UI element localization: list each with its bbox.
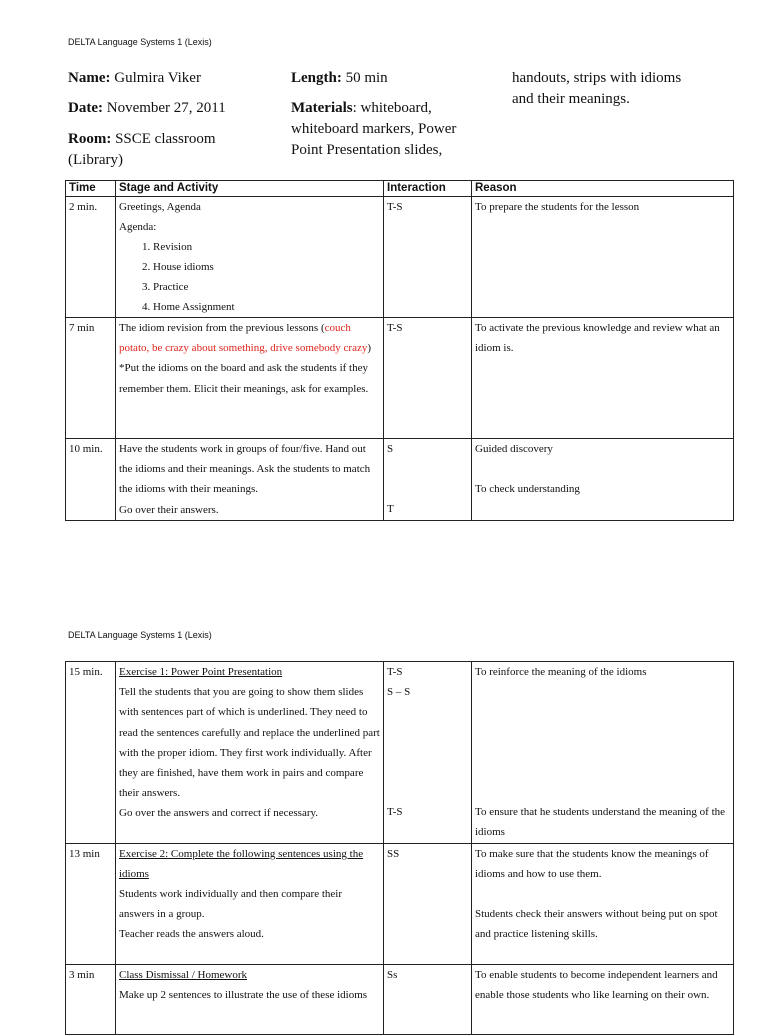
header-reason: Reason [472, 181, 734, 197]
table-row [66, 197, 734, 318]
exercise-title: Exercise 1: Power Point Presentation [119, 666, 283, 678]
activity-text: Make up 2 sentences to illustrate the use of these idioms [119, 988, 368, 1001]
activity-text: Have the students work in groups of four/five. Hand out the idioms and their meanings. Ask the students to match the idioms with their meanings. [119, 443, 371, 496]
activity-text-2: Go over their answers. [119, 503, 219, 516]
lesson-plan-table-2 [65, 661, 734, 1035]
row-time: 2 min. [66, 197, 116, 318]
activity-line: Greetings, Agenda [119, 201, 201, 213]
date-value: November 27, 2011 [102, 100, 226, 116]
activity-instructions: *Put the idioms on the board and ask the students if they remember them. Elicit their meanings, ask for examples. [119, 362, 369, 395]
row-reason: To enable students to become independent learners and enable those students who like learning on their own. [472, 964, 734, 1034]
materials-line-4: handouts, strips with idioms [512, 70, 682, 86]
reason-1: To make sure that the students know the meanings of idioms and how to use them. [475, 847, 709, 880]
row-reason [472, 662, 734, 844]
row-time: 10 min. [66, 439, 116, 521]
list-item: 3. Practice [153, 277, 380, 297]
row-time: 13 min [66, 843, 116, 964]
activity-text: Tell the students that you are going to show them slides with sentences part of which is underlined. They need to read the sentences carefully and replace the underlined part with the proper idiom. They first work individually. After they are finished, have them work in pairs and compare their answers. [119, 686, 380, 800]
interaction-1: T-S [387, 666, 403, 678]
date-line [68, 98, 226, 119]
reason-1: To reinforce the meaning of the idioms [475, 666, 647, 678]
length-value: 50 min [341, 70, 388, 86]
interaction-1b: S – S [387, 686, 411, 699]
row-reason [472, 843, 734, 964]
row-activity [116, 318, 384, 439]
reason-2: Students check their answers without being put on spot and practice listening skills. [475, 908, 718, 941]
row-interaction: T-S [384, 197, 472, 318]
row-reason [472, 439, 734, 521]
materials-line-2: whiteboard markers, Power [291, 121, 457, 137]
row-time: 15 min. [66, 662, 116, 844]
table-row [66, 439, 734, 521]
name-value: Gulmira Viker [110, 70, 201, 86]
activity-line: Agenda: [119, 221, 157, 233]
materials-line-1: : whiteboard, [352, 100, 432, 116]
exercise-title: Class Dismissal / Homework [119, 968, 248, 981]
activity-suffix: ) [367, 342, 372, 355]
materials-line-3: Point Presentation slides, [291, 142, 443, 158]
materials-line-5: and their meanings. [512, 91, 630, 107]
row-interaction: SS [384, 843, 472, 964]
header-time: Time [66, 181, 116, 197]
room-label: Room: [68, 131, 112, 147]
interaction-1: S [387, 443, 394, 455]
interaction-2: T [387, 503, 394, 516]
name-label: Name: [68, 70, 111, 86]
activity-text: Students work individually and then compare their answers in a group. [119, 888, 343, 921]
room-line [68, 129, 216, 171]
list-item: 1. Revision [153, 237, 380, 257]
table-header-row [66, 181, 734, 197]
row-time: 3 min [66, 964, 116, 1034]
row-reason: To activate the previous knowledge and review what an idiom is. [472, 318, 734, 439]
date-label: Date: [68, 100, 103, 116]
name-line [68, 68, 201, 89]
row-time: 7 min [66, 318, 116, 439]
reason-2: To check understanding [475, 483, 580, 496]
exercise-title: Exercise 2: Complete the following sentences using the idioms [119, 847, 364, 880]
lesson-plan-table-1 [65, 180, 734, 521]
activity-text-2: Go over the answers and correct if necessary. [119, 807, 319, 820]
highlighted-idioms: couch potato, be crazy about something, drive somebody crazy [119, 322, 368, 355]
table-row [66, 843, 734, 964]
table-row [66, 318, 734, 439]
list-item: 2. House idioms [153, 257, 380, 277]
agenda-list [119, 237, 380, 317]
row-interaction: Ss [384, 964, 472, 1034]
interaction-2: T-S [387, 806, 403, 819]
activity-text-2: Teacher reads the answers aloud. [119, 928, 264, 941]
list-item: 4. Home Assignment [153, 297, 380, 317]
row-activity [116, 843, 384, 964]
room-value: SSCE classroom [111, 131, 216, 147]
row-reason: To prepare the students for the lesson [472, 197, 734, 318]
activity-prefix: The idiom revision from the previous lessons ( [119, 322, 325, 334]
header-interaction: Interaction [384, 181, 472, 197]
row-interaction [384, 439, 472, 521]
row-interaction: T-S [384, 318, 472, 439]
materials-continued [512, 68, 681, 110]
page-header-2: DELTA Language Systems 1 (Lexis) [68, 630, 212, 640]
page-header: DELTA Language Systems 1 (Lexis) [68, 37, 212, 47]
room-value-2: (Library) [68, 152, 123, 168]
reason-1: Guided discovery [475, 443, 553, 455]
row-activity [116, 439, 384, 521]
table-row [66, 662, 734, 844]
header-activity: Stage and Activity [116, 181, 384, 197]
row-interaction [384, 662, 472, 844]
materials-label: Materials [291, 100, 353, 116]
length-label: Length: [291, 70, 342, 86]
row-activity [116, 197, 384, 318]
row-activity [116, 662, 384, 844]
reason-2: To ensure that he students understand the meaning of the idioms [475, 806, 726, 839]
materials-block [291, 98, 456, 161]
length-line [291, 68, 388, 89]
